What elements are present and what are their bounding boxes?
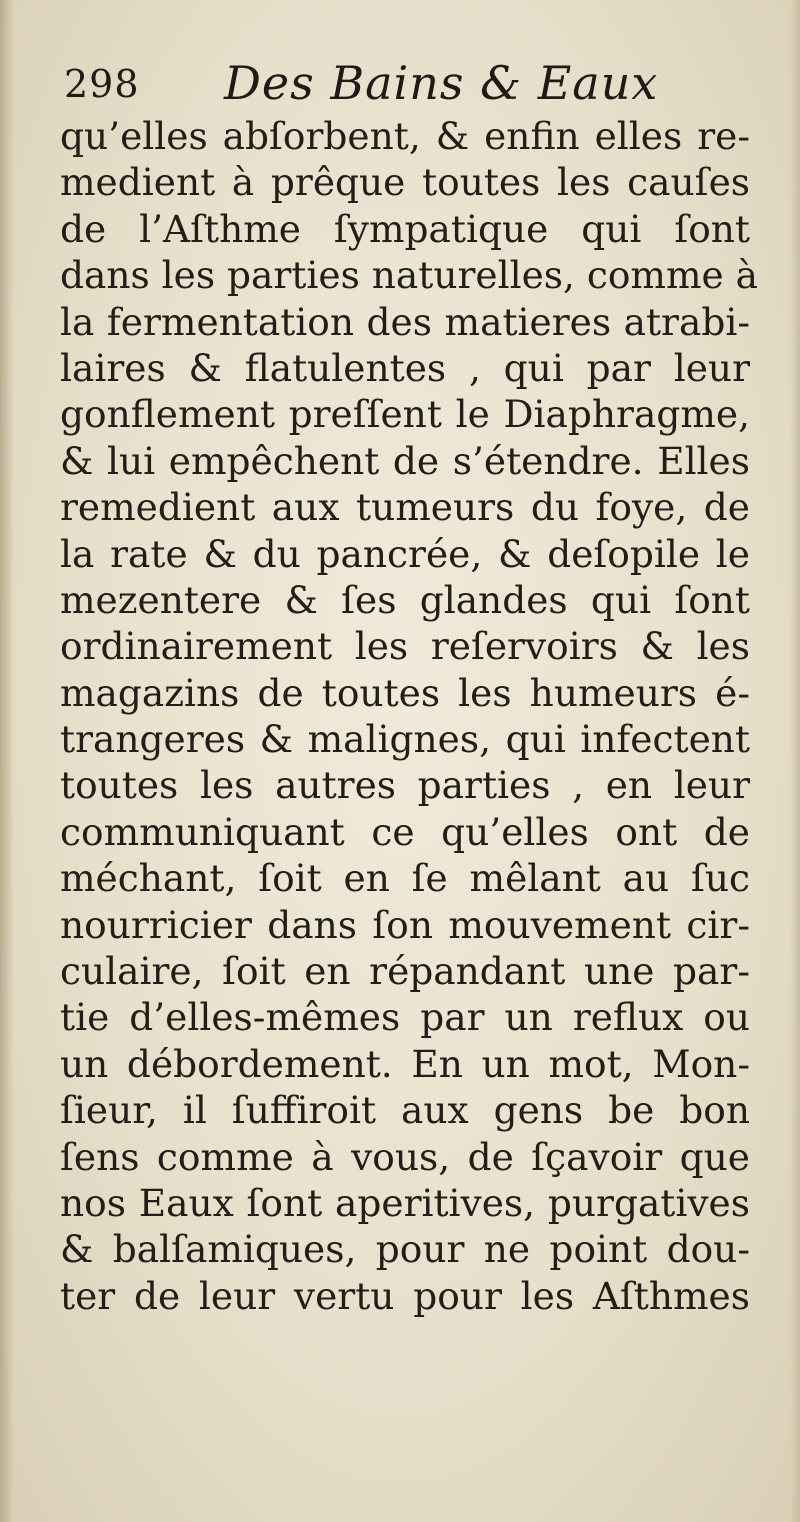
page-edge-shadow-left xyxy=(0,0,14,1522)
page-edge-shadow-right xyxy=(790,0,800,1522)
text-line: dans les parties naturelles, comme à xyxy=(60,253,759,298)
text-line: ordinairement les reſervoirs & les xyxy=(60,624,750,669)
text-line: medient à prêque toutes les cauſes xyxy=(60,160,750,205)
text-line: un débordement. En un mot, Mon- xyxy=(60,1041,750,1086)
text-line: gonflement preſſent le Diaphragme, xyxy=(60,392,750,437)
text-line: nos Eaux ſont aperitives, purgatives xyxy=(60,1180,750,1225)
body-text xyxy=(60,113,759,1319)
text-line: la fermentation des matieres atrabi- xyxy=(60,299,750,344)
running-title: Des Bains & Eaux xyxy=(224,56,659,110)
page-number: 298 xyxy=(64,62,140,106)
text-line: ſieur, il ſuffiroit aux gens be bon xyxy=(60,1088,750,1133)
text-line: de l’Aſthme ſympatique qui ſont xyxy=(60,206,750,251)
text-line: qu’elles abſorbent, & enfin elles re- xyxy=(60,114,750,158)
text-line: & lui empêchent de s’étendre. Elles xyxy=(60,438,750,483)
text-line: ter de leur vertu pour les Aſthmes xyxy=(60,1273,750,1318)
text-line: communiquant ce qu’elles ont de xyxy=(60,809,750,854)
text-line: magazins de toutes les humeurs é- xyxy=(60,670,750,715)
text-line: culaire, ſoit en répandant une par- xyxy=(60,949,750,994)
text-line: laires & flatulentes , qui par leur xyxy=(60,345,750,390)
running-head xyxy=(64,52,744,112)
text-line: toutes les autres parties , en leur xyxy=(60,763,750,808)
text-line: tie d’elles-mêmes par un reflux ou xyxy=(60,995,750,1040)
text-line: méchant, ſoit en ſe mêlant au ſuc xyxy=(60,856,750,901)
text-line: mezentere & ſes glandes qui ſont xyxy=(60,577,750,622)
text-line: & balſamiques, pour ne point dou- xyxy=(60,1227,750,1272)
text-line: trangeres & malignes, qui infectent xyxy=(60,717,750,762)
text-line: nourricier dans ſon mouvement cir- xyxy=(60,902,750,947)
text-line: remedient aux tumeurs du foye, de xyxy=(60,485,750,530)
text-line: ſens comme à vous, de ſçavoir que xyxy=(60,1134,750,1179)
text-line: la rate & du pancrée, & deſopile le xyxy=(60,531,750,576)
